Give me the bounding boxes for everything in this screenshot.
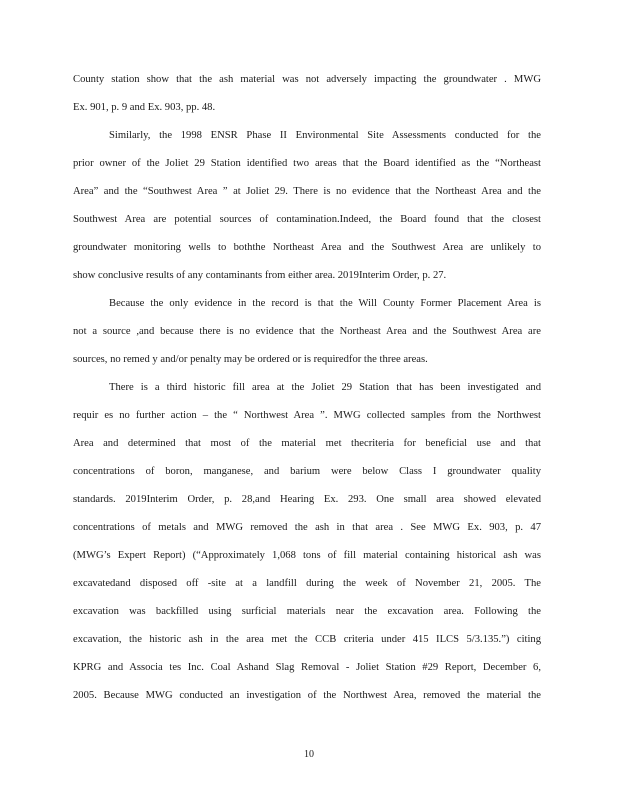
body-text-line: concentrations of boron, manganese, and barium were below Class I groundwater quality bbox=[73, 466, 541, 477]
paragraph-first-line: Because the only evidence in the record is that the Will County Former Placement Area is bbox=[109, 298, 541, 309]
body-text-line: Southwest Area are potential sources of contamination.Indeed, the Board found that the closest bbox=[73, 214, 541, 225]
body-text-line: requir es no further action – the “ Northwest Area ”. MWG collected samples from the Northwest bbox=[73, 410, 541, 421]
body-text-line: concentrations of metals and MWG removed the ash in that area . See MWG Ex. 903, p. 47 bbox=[73, 522, 541, 533]
body-text-line: (MWG’s Expert Report) (“Approximately 1,068 tons of fill material containing historical ash was bbox=[73, 550, 541, 561]
body-text-line: prior owner of the Joliet 29 Station identified two areas that the Board identified as the “Northeast bbox=[73, 158, 541, 169]
body-text-line: KPRG and Associa tes Inc. Coal Ashand Slag Removal - Joliet Station #29 Report, December 6, bbox=[73, 662, 541, 673]
body-text-line: 2005. Because MWG conducted an investigation of the Northwest Area, removed the material the bbox=[73, 690, 541, 701]
body-text-line: excavation, the historic ash in the area met the CCB criteria under 415 ILCS 5/3.135.”) citing bbox=[73, 634, 541, 645]
body-text-line: not a source ,and because there is no evidence that the Northeast Area and the Southwest Area are bbox=[73, 326, 541, 337]
body-text-line: show conclusive results of any contaminants from either area. 2019Interim Order, p. 27. bbox=[73, 270, 447, 281]
paragraph-first-line: There is a third historic fill area at the Joliet 29 Station that has been investigated and bbox=[109, 382, 541, 393]
body-text-line: sources, no remed y and/or penalty may be ordered or is requiredfor the three areas. bbox=[73, 354, 428, 365]
body-text-line: Ex. 901, p. 9 and Ex. 903, pp. 48. bbox=[73, 102, 216, 113]
body-text-line: excavation was backfilled using surficial materials near the excavation area. Following the bbox=[73, 606, 541, 617]
body-text-line: excavatedand disposed off -site at a landfill during the week of November 21, 2005. The bbox=[73, 578, 541, 589]
body-text-line: standards. 2019Interim Order, p. 28,and Hearing Ex. 293. One small area showed elevated bbox=[73, 494, 541, 505]
paragraph-first-line: Similarly, the 1998 ENSR Phase II Environmental Site Assessments conducted for the bbox=[109, 130, 541, 141]
body-text-line: Area and determined that most of the material met thecriteria for beneficial use and that bbox=[73, 438, 541, 449]
body-text-line: Area” and the “Southwest Area ” at Joliet 29. There is no evidence that the Northeast Area and the bbox=[73, 186, 541, 197]
body-text-line: County station show that the ash material was not adversely impacting the groundwater . MWG bbox=[73, 74, 541, 85]
body-text-line: groundwater monitoring wells to boththe Northeast Area and the Southwest Area are unlikely to bbox=[73, 242, 541, 253]
page-number: 10 bbox=[304, 749, 314, 760]
